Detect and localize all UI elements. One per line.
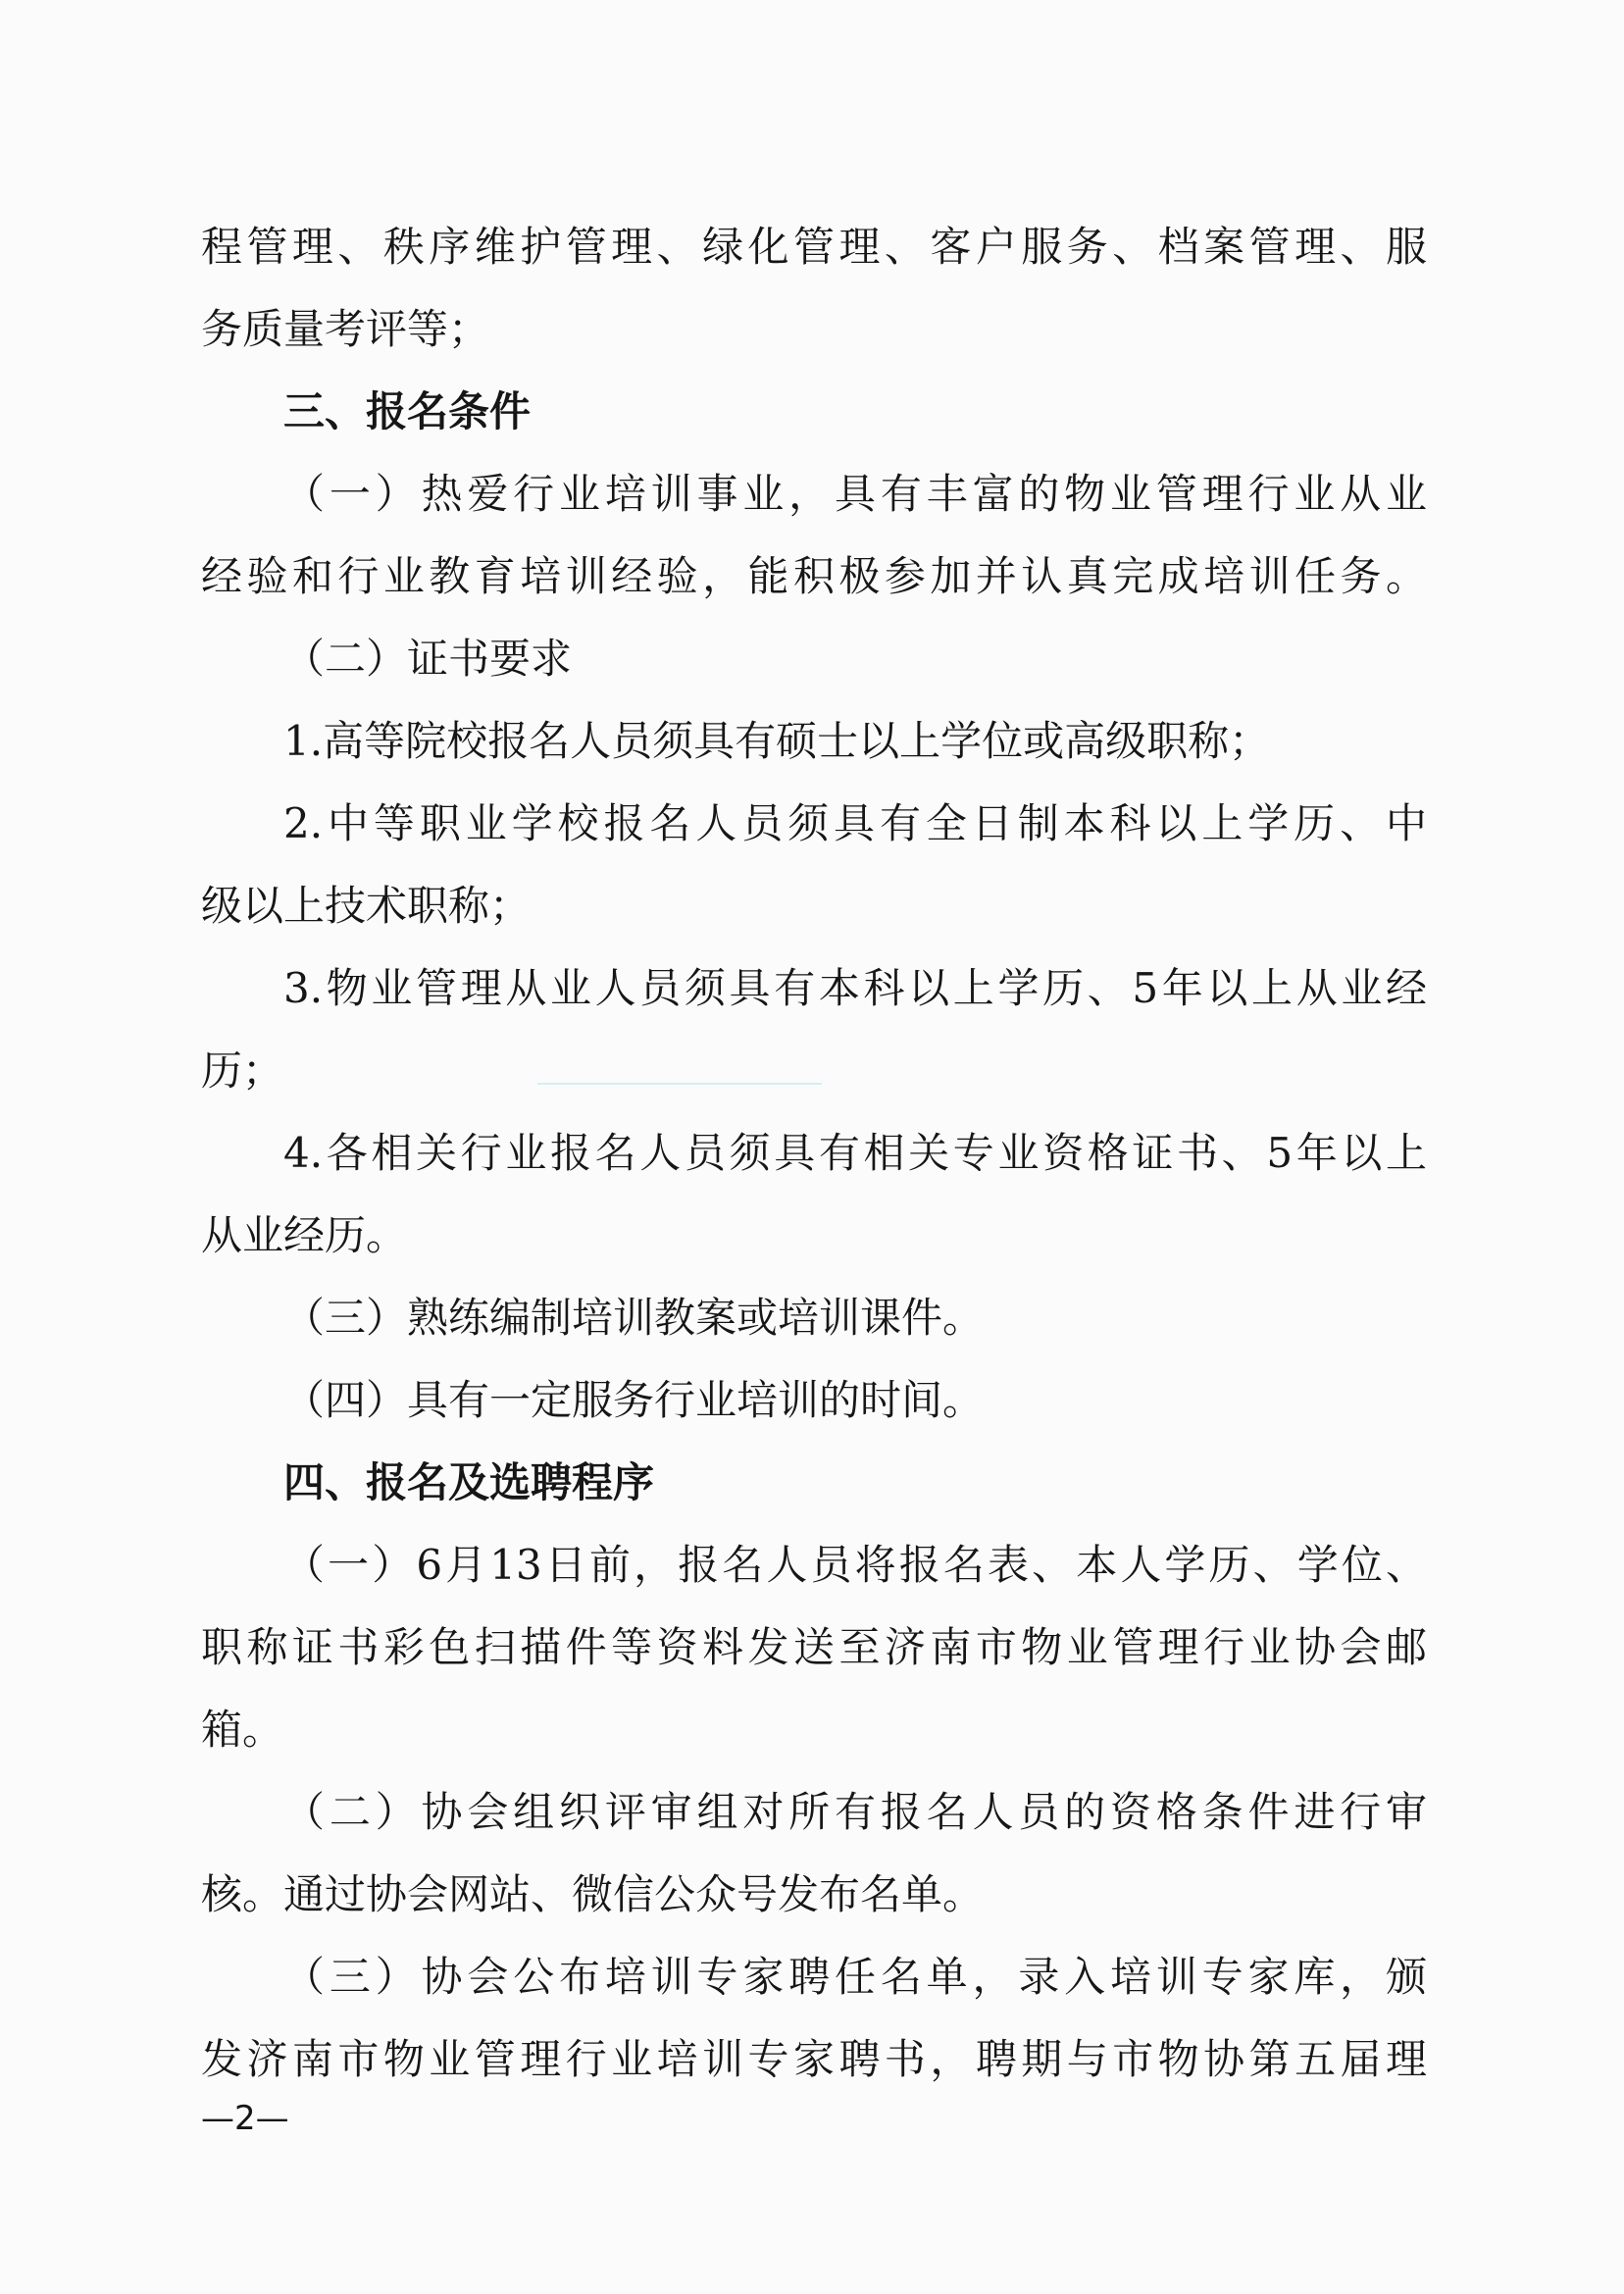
- page-number: —2—: [201, 2099, 289, 2138]
- paragraph-line: （三）熟练编制培训教案或培训课件。: [283, 1294, 985, 1342]
- body-text: [201, 206, 1427, 2101]
- scan-artifact-line: [537, 1083, 822, 1085]
- paragraph-line: 职称证书彩色扫描件等资料发送至济南市物业管理行业协会邮: [201, 1623, 1427, 1671]
- paragraph-line: 发济南市物业管理行业培训专家聘书，聘期与市物协第五届理: [201, 2035, 1427, 2083]
- paragraph-line: （四）具有一定服务行业培训的时间。: [283, 1376, 985, 1424]
- paragraph-line: 经验和行业教育培训经验，能积极参加并认真完成培训任务。: [201, 552, 1427, 600]
- paragraph-line: 务质量考评等；: [201, 305, 490, 353]
- paragraph-line: 程管理、秩序维护管理、绿化管理、客户服务、档案管理、服: [201, 223, 1427, 271]
- paragraph-line: （二）协会组织评审组对所有报名人员的资格条件进行审: [283, 1788, 1427, 1836]
- paragraph-line: 箱。: [201, 1706, 284, 1754]
- paragraph-line: 从业经历。: [201, 1211, 408, 1259]
- paragraph-line: （一）6月13日前，报名人员将报名表、本人学历、学位、: [283, 1541, 1427, 1589]
- list-item: 2.中等职业学校报名人员须具有全日制本科以上学历、中: [283, 799, 1427, 847]
- list-item: 1.高等院校报名人员须具有硕士以上学位或高级职称；: [283, 717, 1271, 765]
- section-heading-selection-procedure: 四、报名及选聘程序: [283, 1458, 655, 1506]
- list-item: 3.物业管理从业人员须具有本科以上学历、5年以上从业经: [283, 964, 1427, 1012]
- paragraph-line: 级以上技术职称；: [201, 882, 532, 930]
- section-heading-registration-conditions: 三、报名条件: [283, 387, 532, 435]
- paragraph-line: 历；: [201, 1046, 284, 1095]
- paragraph-line: （三）协会公布培训专家聘任名单，录入培训专家库，颁: [283, 1953, 1427, 2001]
- list-item: 4.各相关行业报名人员须具有相关专业资格证书、5年以上: [283, 1129, 1427, 1177]
- paragraph-line: （二）证书要求: [283, 635, 573, 683]
- paragraph-line: （一）热爱行业培训事业，具有丰富的物业管理行业从业: [283, 470, 1427, 518]
- paragraph-line: 核。通过协会网站、微信公众号发布名单。: [201, 1870, 985, 1918]
